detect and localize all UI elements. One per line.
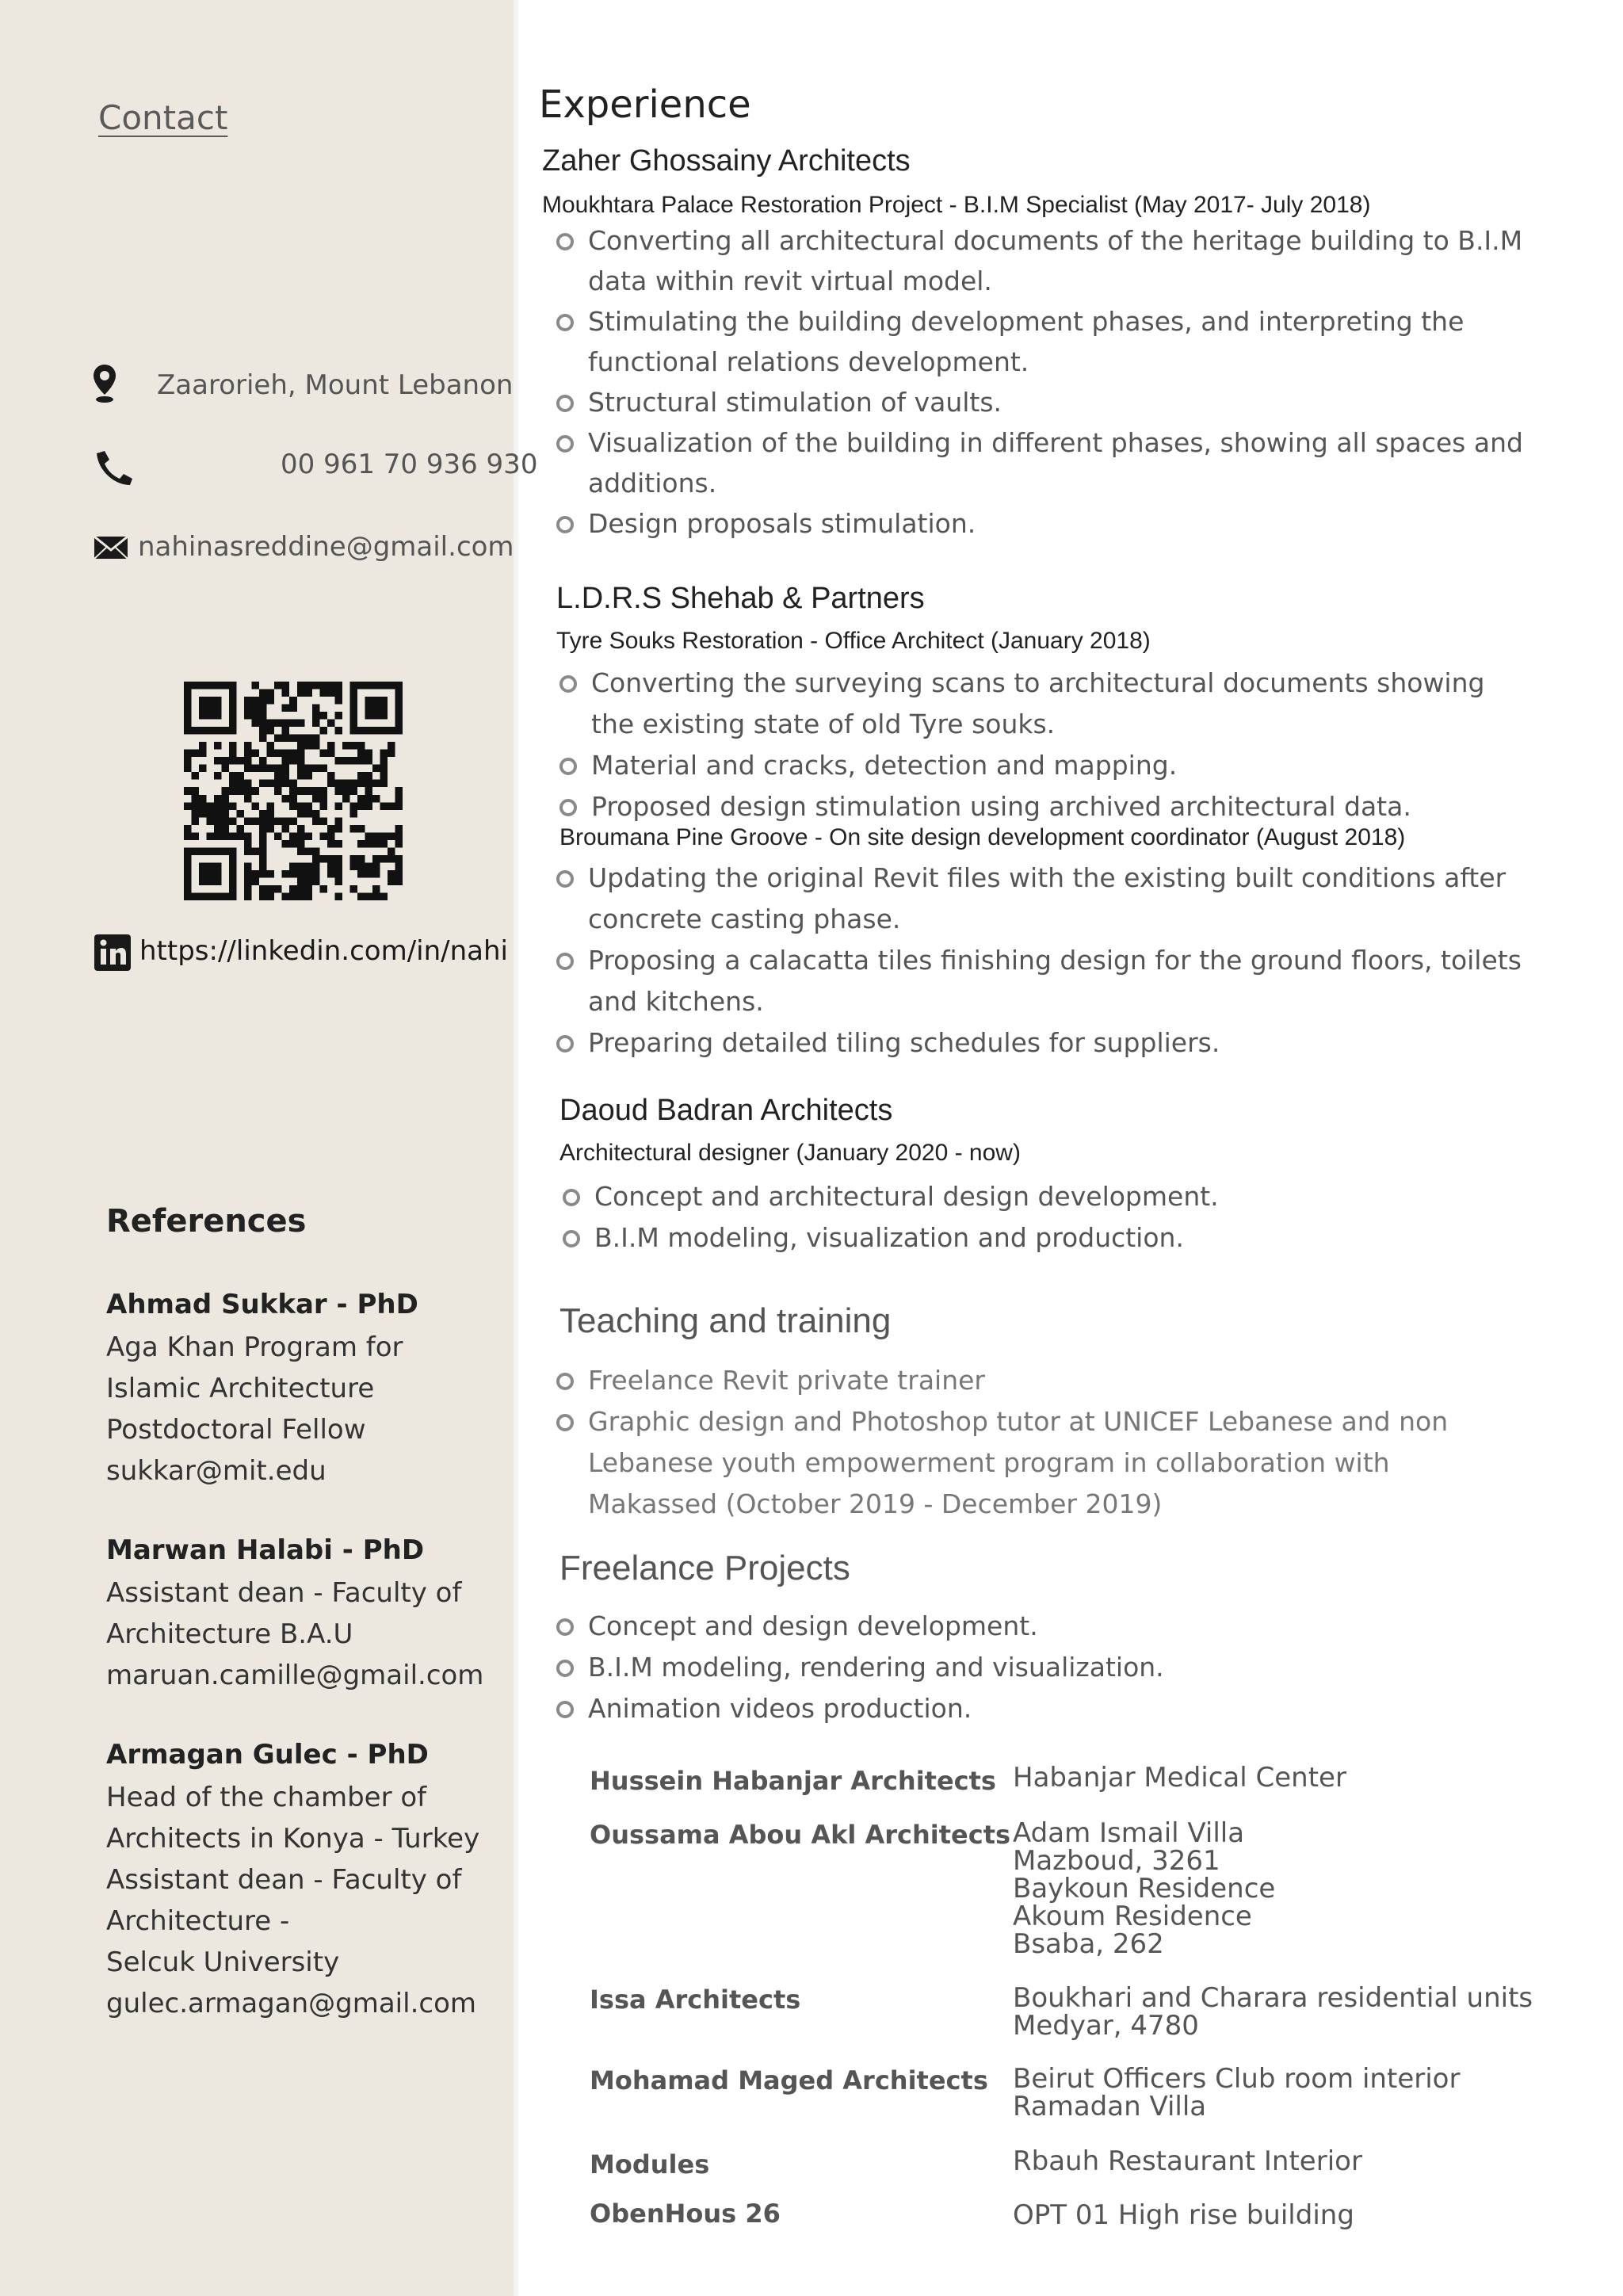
circle-bullet-icon	[556, 1035, 574, 1052]
contact-title: Contact	[98, 98, 228, 137]
job-role: Architectural designer (January 2020 - now)	[559, 1140, 1021, 1166]
bullet-item	[556, 858, 1587, 940]
contact-phone: 00 961 70 936 930	[281, 449, 538, 480]
bullet-item	[556, 1606, 1587, 1647]
job-role: Broumana Pine Groove - On site design development coordinator (August 2018)	[559, 824, 1406, 850]
company-name: Zaher Ghossainy Architects	[542, 144, 911, 178]
circle-bullet-icon	[556, 314, 574, 331]
reference-line: Aga Khan Program for	[106, 1331, 403, 1363]
circle-bullet-icon	[556, 395, 574, 412]
bullet-line: data within revit virtual model.	[588, 266, 992, 296]
bullet-line: concrete casting phase.	[588, 904, 901, 934]
reference-line: Assistant dean - Faculty of	[106, 1577, 462, 1609]
bullet-line: Lebanese youth empowerment program in collaboration with	[588, 1447, 1390, 1478]
bullet-line: Structural stimulation of vaults.	[588, 387, 1002, 418]
experience-title: Experience	[539, 82, 751, 127]
bullet-item	[556, 1688, 1587, 1729]
bullet-line: Freelance Revit private trainer	[588, 1365, 985, 1396]
envelope-icon	[94, 536, 128, 560]
circle-bullet-icon	[556, 1414, 574, 1431]
project-firm: Issa Architects	[590, 1985, 801, 2015]
bullet-line: Visualization of the building in different phases, showing all spaces and	[588, 427, 1523, 458]
project-firm: Mohamad Maged Architects	[590, 2065, 988, 2095]
bullet-item	[556, 382, 1587, 422]
location-pin-icon	[92, 363, 117, 404]
project-firm: Hussein Habanjar Architects	[590, 1766, 996, 1796]
bullet-item	[556, 1022, 1587, 1064]
bullet-line: Concept and architectural design development.	[594, 1181, 1219, 1212]
contact-location: Zaarorieh, Mount Lebanon	[157, 369, 514, 401]
bullet-line: the existing state of old Tyre souks.	[591, 709, 1056, 739]
project-item: Habanjar Medical Center	[1013, 1762, 1346, 1794]
bullet-line: additions.	[588, 468, 717, 499]
project-item: Rbauh Restaurant Interior	[1013, 2145, 1362, 2177]
bullet-item	[563, 1217, 1593, 1259]
circle-bullet-icon	[563, 1189, 580, 1206]
project-item: Medyar, 4780	[1013, 2010, 1199, 2042]
reference-line: Selcuk University	[106, 1946, 340, 1978]
bullet-line: Updating the original Revit files with the existing built conditions after	[588, 862, 1507, 893]
project-item: Mazboud, 3261	[1013, 1845, 1220, 1877]
freelance-title: Freelance Projects	[559, 1549, 850, 1587]
project-item: Beirut Officers Club room interior	[1013, 2063, 1461, 2095]
company-name: Daoud Badran Architects	[559, 1094, 893, 1127]
bullet-line: Converting the surveying scans to architectural documents showing	[591, 667, 1485, 698]
qr-code-icon	[184, 682, 403, 900]
bullet-line: Animation videos production.	[588, 1693, 972, 1724]
bullet-line: Concept and design development.	[588, 1610, 1038, 1641]
bullet-line: functional relations development.	[588, 346, 1029, 377]
job-role: Moukhtara Palace Restoration Project - B.I.M Specialist (May 2017- July 2018)	[542, 192, 1371, 218]
bullet-line: and kitchens.	[588, 986, 764, 1017]
circle-bullet-icon	[556, 516, 574, 533]
project-item: Akoum Residence	[1013, 1901, 1252, 1932]
bullet-line: B.I.M modeling, visualization and production.	[594, 1222, 1184, 1253]
circle-bullet-icon	[556, 435, 574, 453]
reference-name: Marwan Halabi - PhD	[106, 1534, 425, 1566]
bullet-item	[556, 940, 1587, 1022]
circle-bullet-icon	[559, 675, 577, 693]
bullet-item	[556, 1401, 1587, 1525]
bullet-item	[556, 1647, 1587, 1688]
circle-bullet-icon	[556, 953, 574, 970]
bullet-line: Converting all architectural documents of the heritage building to B.I.M	[588, 225, 1523, 256]
bullet-item	[556, 301, 1587, 382]
project-item: Bsaba, 262	[1013, 1928, 1164, 1960]
bullet-line: Proposing a calacatta tiles finishing design for the ground floors, toilets	[588, 945, 1522, 976]
bullet-item	[559, 745, 1590, 786]
reference-line: Head of the chamber of	[106, 1782, 427, 1813]
reference-email[interactable]: maruan.camille@gmail.com	[106, 1660, 484, 1691]
circle-bullet-icon	[556, 1660, 574, 1677]
contact-email[interactable]: nahinasreddine@gmail.com	[138, 531, 514, 563]
circle-bullet-icon	[556, 1373, 574, 1390]
circle-bullet-icon	[556, 870, 574, 888]
job-role: Tyre Souks Restoration - Office Architect (January 2018)	[556, 628, 1151, 654]
bullet-item	[563, 1176, 1593, 1217]
bullet-line: Preparing detailed tiling schedules for suppliers.	[588, 1027, 1220, 1058]
bullet-item	[559, 786, 1590, 827]
bullet-line: B.I.M modeling, rendering and visualization.	[588, 1652, 1164, 1683]
contact-linkedin[interactable]: https://linkedin.com/in/nahi	[139, 935, 508, 967]
references-title: References	[106, 1203, 307, 1240]
bullet-line: Material and cracks, detection and mapping.	[591, 750, 1178, 781]
project-item: OPT 01 High rise building	[1013, 2199, 1354, 2231]
circle-bullet-icon	[559, 758, 577, 775]
reference-line: Assistant dean - Faculty of	[106, 1864, 462, 1896]
circle-bullet-icon	[556, 1618, 574, 1636]
reference-email[interactable]: sukkar@mit.edu	[106, 1455, 327, 1487]
linkedin-icon	[94, 934, 132, 972]
bullet-item	[556, 220, 1587, 301]
reference-email[interactable]: gulec.armagan@gmail.com	[106, 1988, 476, 2019]
bullet-line: Stimulating the building development phases, and interpreting the	[588, 306, 1465, 337]
project-firm: Oussama Abou Akl Architects	[590, 1820, 1011, 1850]
project-item: Adam Ismail Villa	[1013, 1817, 1245, 1849]
circle-bullet-icon	[556, 233, 574, 250]
reference-line: Islamic Architecture	[106, 1373, 375, 1404]
reference-line: Architecture -	[106, 1905, 290, 1937]
circle-bullet-icon	[559, 799, 577, 816]
circle-bullet-icon	[556, 1701, 574, 1718]
reference-line: Postdoctoral Fellow	[106, 1414, 366, 1446]
bullet-line: Proposed design stimulation using archived architectural data.	[591, 791, 1411, 822]
reference-name: Armagan Gulec - PhD	[106, 1739, 429, 1771]
reference-line: Architects in Konya - Turkey	[106, 1823, 480, 1855]
project-item: Ramadan Villa	[1013, 2091, 1207, 2122]
phone-icon	[92, 449, 136, 487]
bullet-item	[559, 663, 1590, 745]
project-firm: ObenHous 26	[590, 2199, 781, 2229]
bullet-item	[556, 1360, 1587, 1401]
company-name: L.D.R.S Shehab & Partners	[556, 582, 925, 615]
circle-bullet-icon	[563, 1230, 580, 1247]
project-item: Baykoun Residence	[1013, 1873, 1276, 1904]
bullet-item	[556, 503, 1587, 544]
bullet-line: Makassed (October 2019 - December 2019)	[588, 1488, 1163, 1519]
project-firm: Modules	[590, 2149, 710, 2179]
project-item: Boukhari and Charara residential units	[1013, 1982, 1533, 2014]
bullet-line: Graphic design and Photoshop tutor at UNICEF Lebanese and non	[588, 1406, 1449, 1437]
sidebar-divider	[514, 0, 518, 2296]
bullet-item	[556, 422, 1587, 503]
bullet-line: Design proposals stimulation.	[588, 508, 976, 539]
reference-line: Architecture B.A.U	[106, 1618, 353, 1650]
reference-name: Ahmad Sukkar - PhD	[106, 1289, 418, 1320]
teaching-title: Teaching and training	[559, 1301, 892, 1340]
